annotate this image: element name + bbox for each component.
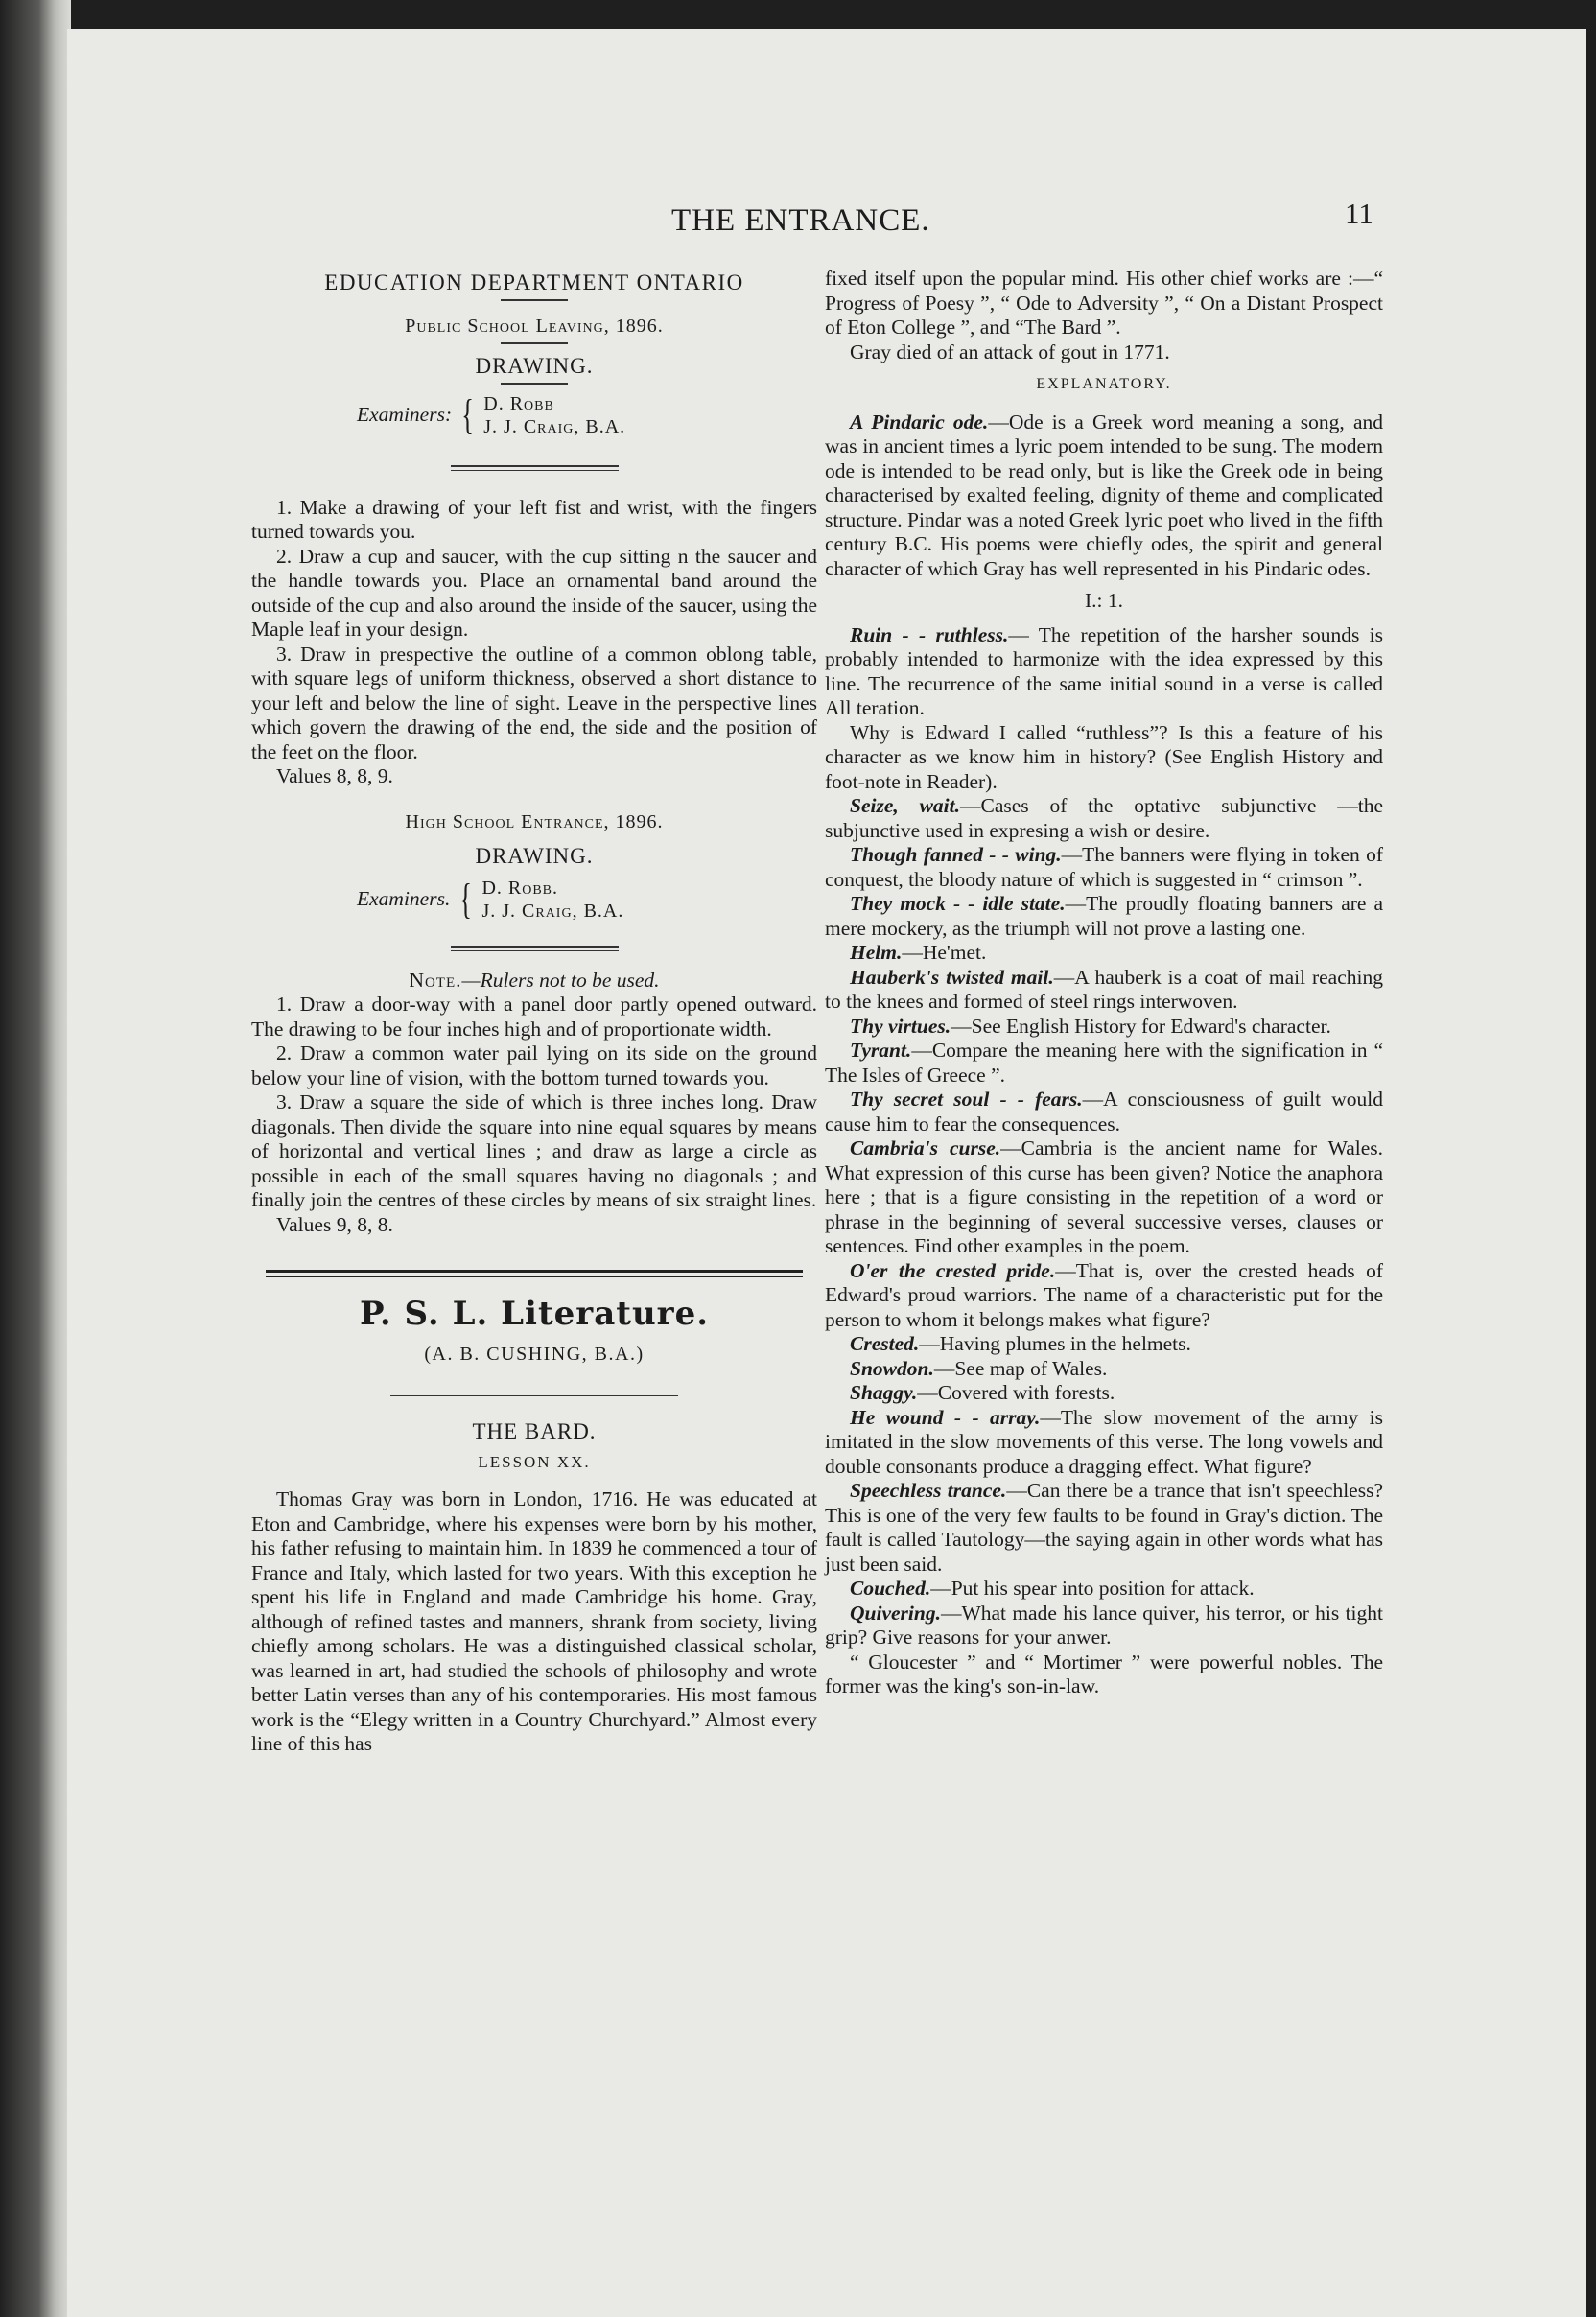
note-entry <box>825 843 1383 892</box>
exam2-note <box>251 969 817 994</box>
note-text: —Covered with forests. <box>917 1381 1115 1404</box>
note-entry <box>825 410 1383 582</box>
note-term: Snowdon. <box>850 1356 934 1380</box>
exam2-examiners <box>357 877 817 923</box>
examiner-names <box>481 877 623 923</box>
note-entry <box>825 1602 1383 1650</box>
left-column <box>251 267 817 1757</box>
exam1-subject: DRAWING. <box>475 354 594 378</box>
department-heading: EDUCATION DEPARTMENT ONTARIO <box>324 270 744 294</box>
examiner-names <box>483 392 625 438</box>
examiner: D. Robb. <box>481 877 559 899</box>
section-author: (A. B. CUSHING, B.A.) <box>424 1343 645 1365</box>
note-text: —A consciousness of guilt would cause him to fear the consequences. <box>825 1088 1383 1135</box>
examiners-label: Examiners: <box>357 402 453 426</box>
note-entry <box>825 794 1383 843</box>
note-text: —Compare the meaning here with the signification in “ The Isles of Greece ”. <box>825 1039 1383 1087</box>
note-text: —The banners were flying in token of conquest, the bloody nature of which is suggested in “ crimson ”. <box>825 843 1383 891</box>
note-entry <box>825 1332 1383 1357</box>
binding-edge <box>0 0 71 2317</box>
note-text: —The slow movement of the army is imitated in the slow movements of this verse. The long vowels and double consonants produce a dragging effect. What figure? <box>825 1405 1383 1478</box>
divider <box>501 342 568 344</box>
note-text: — The repetition of the harsher sounds is probably intended to harmonize with the idea expressed by this line. The recurrence of the same initial sound in a verse is called All teration. <box>825 622 1383 719</box>
paragraph: Gray died of an attack of gout in 1771. <box>850 339 1170 363</box>
note-entry <box>825 1381 1383 1406</box>
page-number: 11 <box>1345 197 1373 230</box>
exam2-question: 1. Draw a door-way with a panel door partly opened outward. The drawing to be four inches high and of proportionate width. <box>251 993 817 1041</box>
note-term: Cambria's curse. <box>850 1136 1001 1159</box>
note-entry <box>825 1136 1383 1259</box>
divider <box>501 383 568 385</box>
note-text: —Can there be a trance that isn't speechless? This is one of the very few faults to be found in Gray's diction. The fault is called Tautology—the saying again in other words what has just been said. <box>825 1479 1383 1576</box>
exam2-subject: DRAWING. <box>475 844 594 868</box>
note-text: —Ode is a Greek word meaning a song, and was in ancient times a lyric poem intended to be sung. The modern ode is intended to be read only, but is like the Greek ode in being characterised by exalted feeling, dignity of theme and complicated structure. Pindar was a noted Greek lyric poet who lived in the fifth century B.C. His poems were chiefly odes, the spirit and general character of which Gray has well represented in his Pindaric odes. <box>825 410 1383 580</box>
note-entry <box>825 1406 1383 1480</box>
note-text: —The proudly floating banners are a mere mockery, as the triumph will not prove a lasting one. <box>825 892 1383 940</box>
note-entry <box>825 623 1383 721</box>
exam2-question: 2. Draw a common water pail lying on its side on the ground below your line of vision, with the bottom turned towards you. <box>251 1041 817 1089</box>
note-text: —Put his spear into position for attack. <box>930 1577 1255 1600</box>
note-term: Seize, wait. <box>850 794 960 817</box>
note-term: Tyrant. <box>850 1039 912 1062</box>
note-entry <box>825 1088 1383 1136</box>
brace-icon: { <box>461 390 475 438</box>
note-entry <box>825 1479 1383 1577</box>
line-reference: I.: 1. <box>1084 589 1123 612</box>
note-term: A Pindaric ode. <box>850 410 989 433</box>
note-text: —Rulers not to be used. <box>461 968 660 992</box>
note-term: They mock - - idle state. <box>850 892 1066 915</box>
note-text: —Having plumes in the helmets. <box>919 1332 1191 1355</box>
note-term: Couched. <box>850 1577 931 1600</box>
note-entry: “ Gloucester ” and “ Mortimer ” were powerful nobles. The former was the king's son-in-law. <box>825 1650 1383 1697</box>
note-term: Hauberk's twisted mail. <box>850 965 1054 989</box>
exam1-question: 1. Make a drawing of your left fist and wrist, with the fingers turned towards you. <box>251 495 817 543</box>
exam2-title: High School Entrance, 1896. <box>405 810 664 832</box>
note-term: Thy secret soul - - fears. <box>850 1088 1083 1111</box>
note-term: He wound - - array. <box>850 1405 1041 1429</box>
brace-icon: { <box>459 875 473 923</box>
exam1-title: Public School Leaving, 1896. <box>405 315 664 337</box>
note-label: Note. <box>409 968 462 992</box>
note-entry <box>825 941 1383 966</box>
note-term: Speechless trance. <box>850 1479 1007 1502</box>
examiners-label: Examiners. <box>357 886 451 910</box>
note-term: Crested. <box>850 1332 920 1355</box>
note-entry <box>825 1039 1383 1088</box>
note-entry <box>825 1577 1383 1602</box>
note-text: —See English History for Edward's character. <box>951 1014 1331 1038</box>
divider <box>501 299 568 301</box>
examiner: J. J. Craig, B.A. <box>481 900 624 922</box>
note-term: Helm. <box>850 941 903 964</box>
lesson-title: THE BARD. <box>472 1419 597 1443</box>
examiner: D. Robb <box>483 392 554 414</box>
note-text: —A hauberk is a coat of mail reaching to the knees and formed of steel rings interwoven. <box>825 965 1383 1013</box>
note-text: —He'met. <box>902 941 987 964</box>
note-text: —See map of Wales. <box>933 1356 1108 1380</box>
lesson-number: LESSON XX. <box>478 1452 591 1471</box>
exam2-values: Values 9, 8, 8. <box>276 1212 393 1236</box>
double-rule <box>451 465 619 471</box>
note-entry <box>825 1357 1383 1382</box>
note-text: —Cambria is the ancient name for Wales. What expression of this curse has been given? Notice the anaphora here ; that is a figure consisting in the repetition of a word or phrase in the beginning of several successive verses, clauses or sentences. Find other examples in the poem. <box>825 1136 1383 1257</box>
exam2-question: 3. Draw a square the side of which is three inches long. Draw diagonals. Then divide the square into nine equal squares by means of horizontal and vertical lines ; and draw as large a circle as possible in each of the small squares having no diagonals ; and finally join the centres of these circles by means of six straight lines. <box>251 1090 817 1211</box>
note-term: Ruin - - ruthless. <box>850 622 1009 646</box>
exam1-question: 2. Draw a cup and saucer, with the cup sitting n the saucer and the handle towards you. Place an ornamental band around the outside of the cup and also around the inside of the saucer, using the Maple leaf in your design. <box>251 544 817 641</box>
note-entry: Why is Edward I called “ruthless”? Is this a feature of his character as we know him in history? (See English History and foot-note in Reader). <box>825 720 1383 793</box>
note-text: —What made his lance quiver, his terror, or his tight grip? Give reasons for your anwer. <box>825 1601 1383 1649</box>
running-head: THE ENTRANCE. <box>671 203 930 238</box>
note-text: —Cases of the optative subjunctive —the subjunctive used in expresing a wish or desire. <box>825 794 1384 842</box>
note-entry <box>825 1259 1383 1333</box>
note-term: Though fanned - - wing. <box>850 843 1062 866</box>
section-rule <box>266 1270 803 1277</box>
divider <box>390 1395 678 1396</box>
double-rule <box>451 946 619 951</box>
right-column <box>825 267 1383 1699</box>
note-text: —That is, over the crested heads of Edward's proud warriors. The name of a characteristic put for the person to whom it belongs makes what figure? <box>825 1258 1384 1331</box>
paragraph: fixed itself upon the popular mind. His other chief works are :—“ Progress of Poesy ”, “ Ode to Adversity ”, “ On a Distant Prospect of Eton College ”, and “The Bard ”. <box>825 267 1383 339</box>
note-entry <box>825 1015 1383 1040</box>
examiner: J. J. Craig, B.A. <box>483 415 626 437</box>
note-entry <box>825 966 1383 1015</box>
exam1-question: 3. Draw in prespective the outline of a common oblong table, with square legs of uniform thickness, observed a short distance to your left and below the line of sight. Leave in the perspective lines which govern the drawing of the end, the side and the position of the feet on the floor. <box>251 642 817 763</box>
section-title: P. S. L. Literature. <box>359 1295 710 1333</box>
note-term: Quivering. <box>850 1601 941 1625</box>
explanatory-heading: EXPLANATORY. <box>1036 376 1172 392</box>
exam1-values: Values 8, 8, 9. <box>276 764 393 787</box>
biography-paragraph: Thomas Gray was born in London, 1716. He was educated at Eton and Cambridge, where his expenses were born by his mother, his father refusing to maintain him. In 1839 he commenced a tour of France and Italy, which lasted for two years. With this exception he spent his life in England and made Cambridge his home. Gray, although of refined tastes and manners, shrank from society, living chiefly among scholars. He was a distinguished classical scholar, was learned in art, had studied the schools of philosophy and wrote better Latin verses than any of his contemporaries. His most famous work is the “Elegy written in a Country Churchyard.” Almost every line of this has <box>251 1487 817 1755</box>
note-term: Thy virtues. <box>850 1014 951 1038</box>
note-term: Shaggy. <box>850 1381 918 1404</box>
note-term: O'er the crested pride. <box>850 1258 1056 1282</box>
exam1-examiners <box>357 392 817 438</box>
note-entry <box>825 892 1383 941</box>
